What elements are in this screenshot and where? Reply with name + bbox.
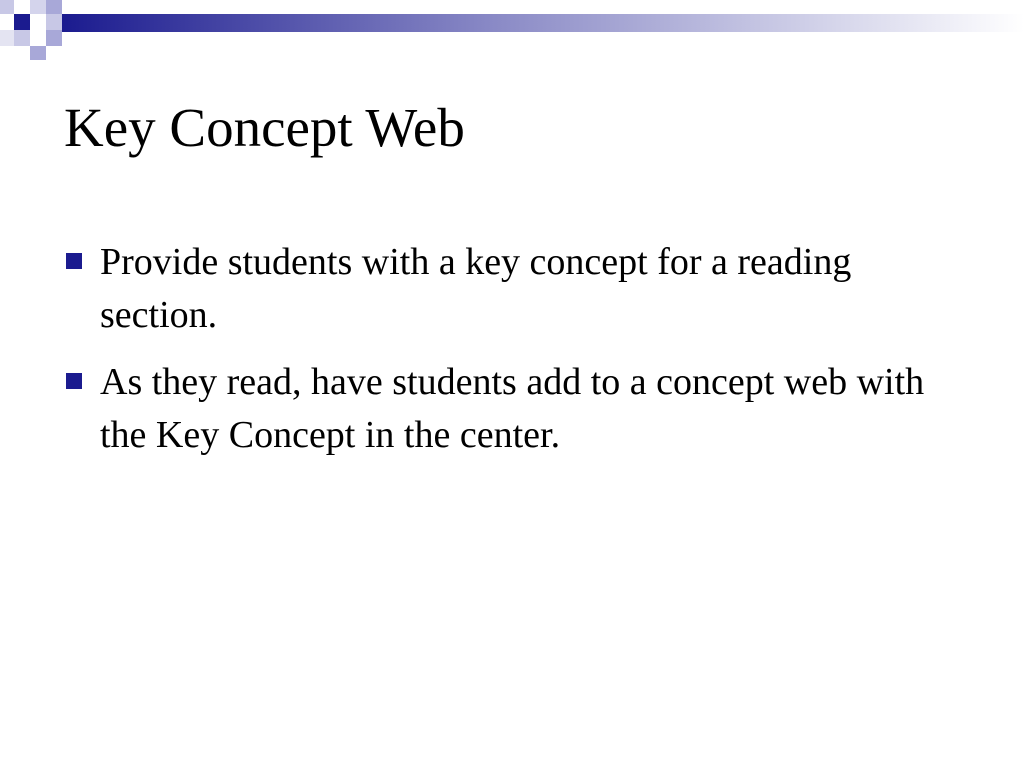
bullet-text: Provide students with a key concept for a reading section. [100,241,852,336]
header-gradient-band [62,14,1024,32]
deco-square [14,14,30,30]
deco-square [30,46,46,60]
bullet-item [64,356,964,462]
deco-square [30,14,46,30]
deco-square [0,0,14,14]
header-decoration [0,0,1024,64]
deco-square [46,14,62,30]
square-bullet-icon [66,373,82,389]
bullet-text: As they read, have students add to a concept web with the Key Concept in the center. [100,361,925,456]
deco-square [30,0,46,14]
deco-square [0,30,14,46]
deco-square [46,0,62,14]
square-bullet-icon [66,253,82,269]
bullet-list [64,236,964,476]
slide-title: Key Concept Web [64,97,465,158]
bullet-item [64,236,964,342]
deco-square [46,30,62,46]
deco-square [14,30,30,46]
